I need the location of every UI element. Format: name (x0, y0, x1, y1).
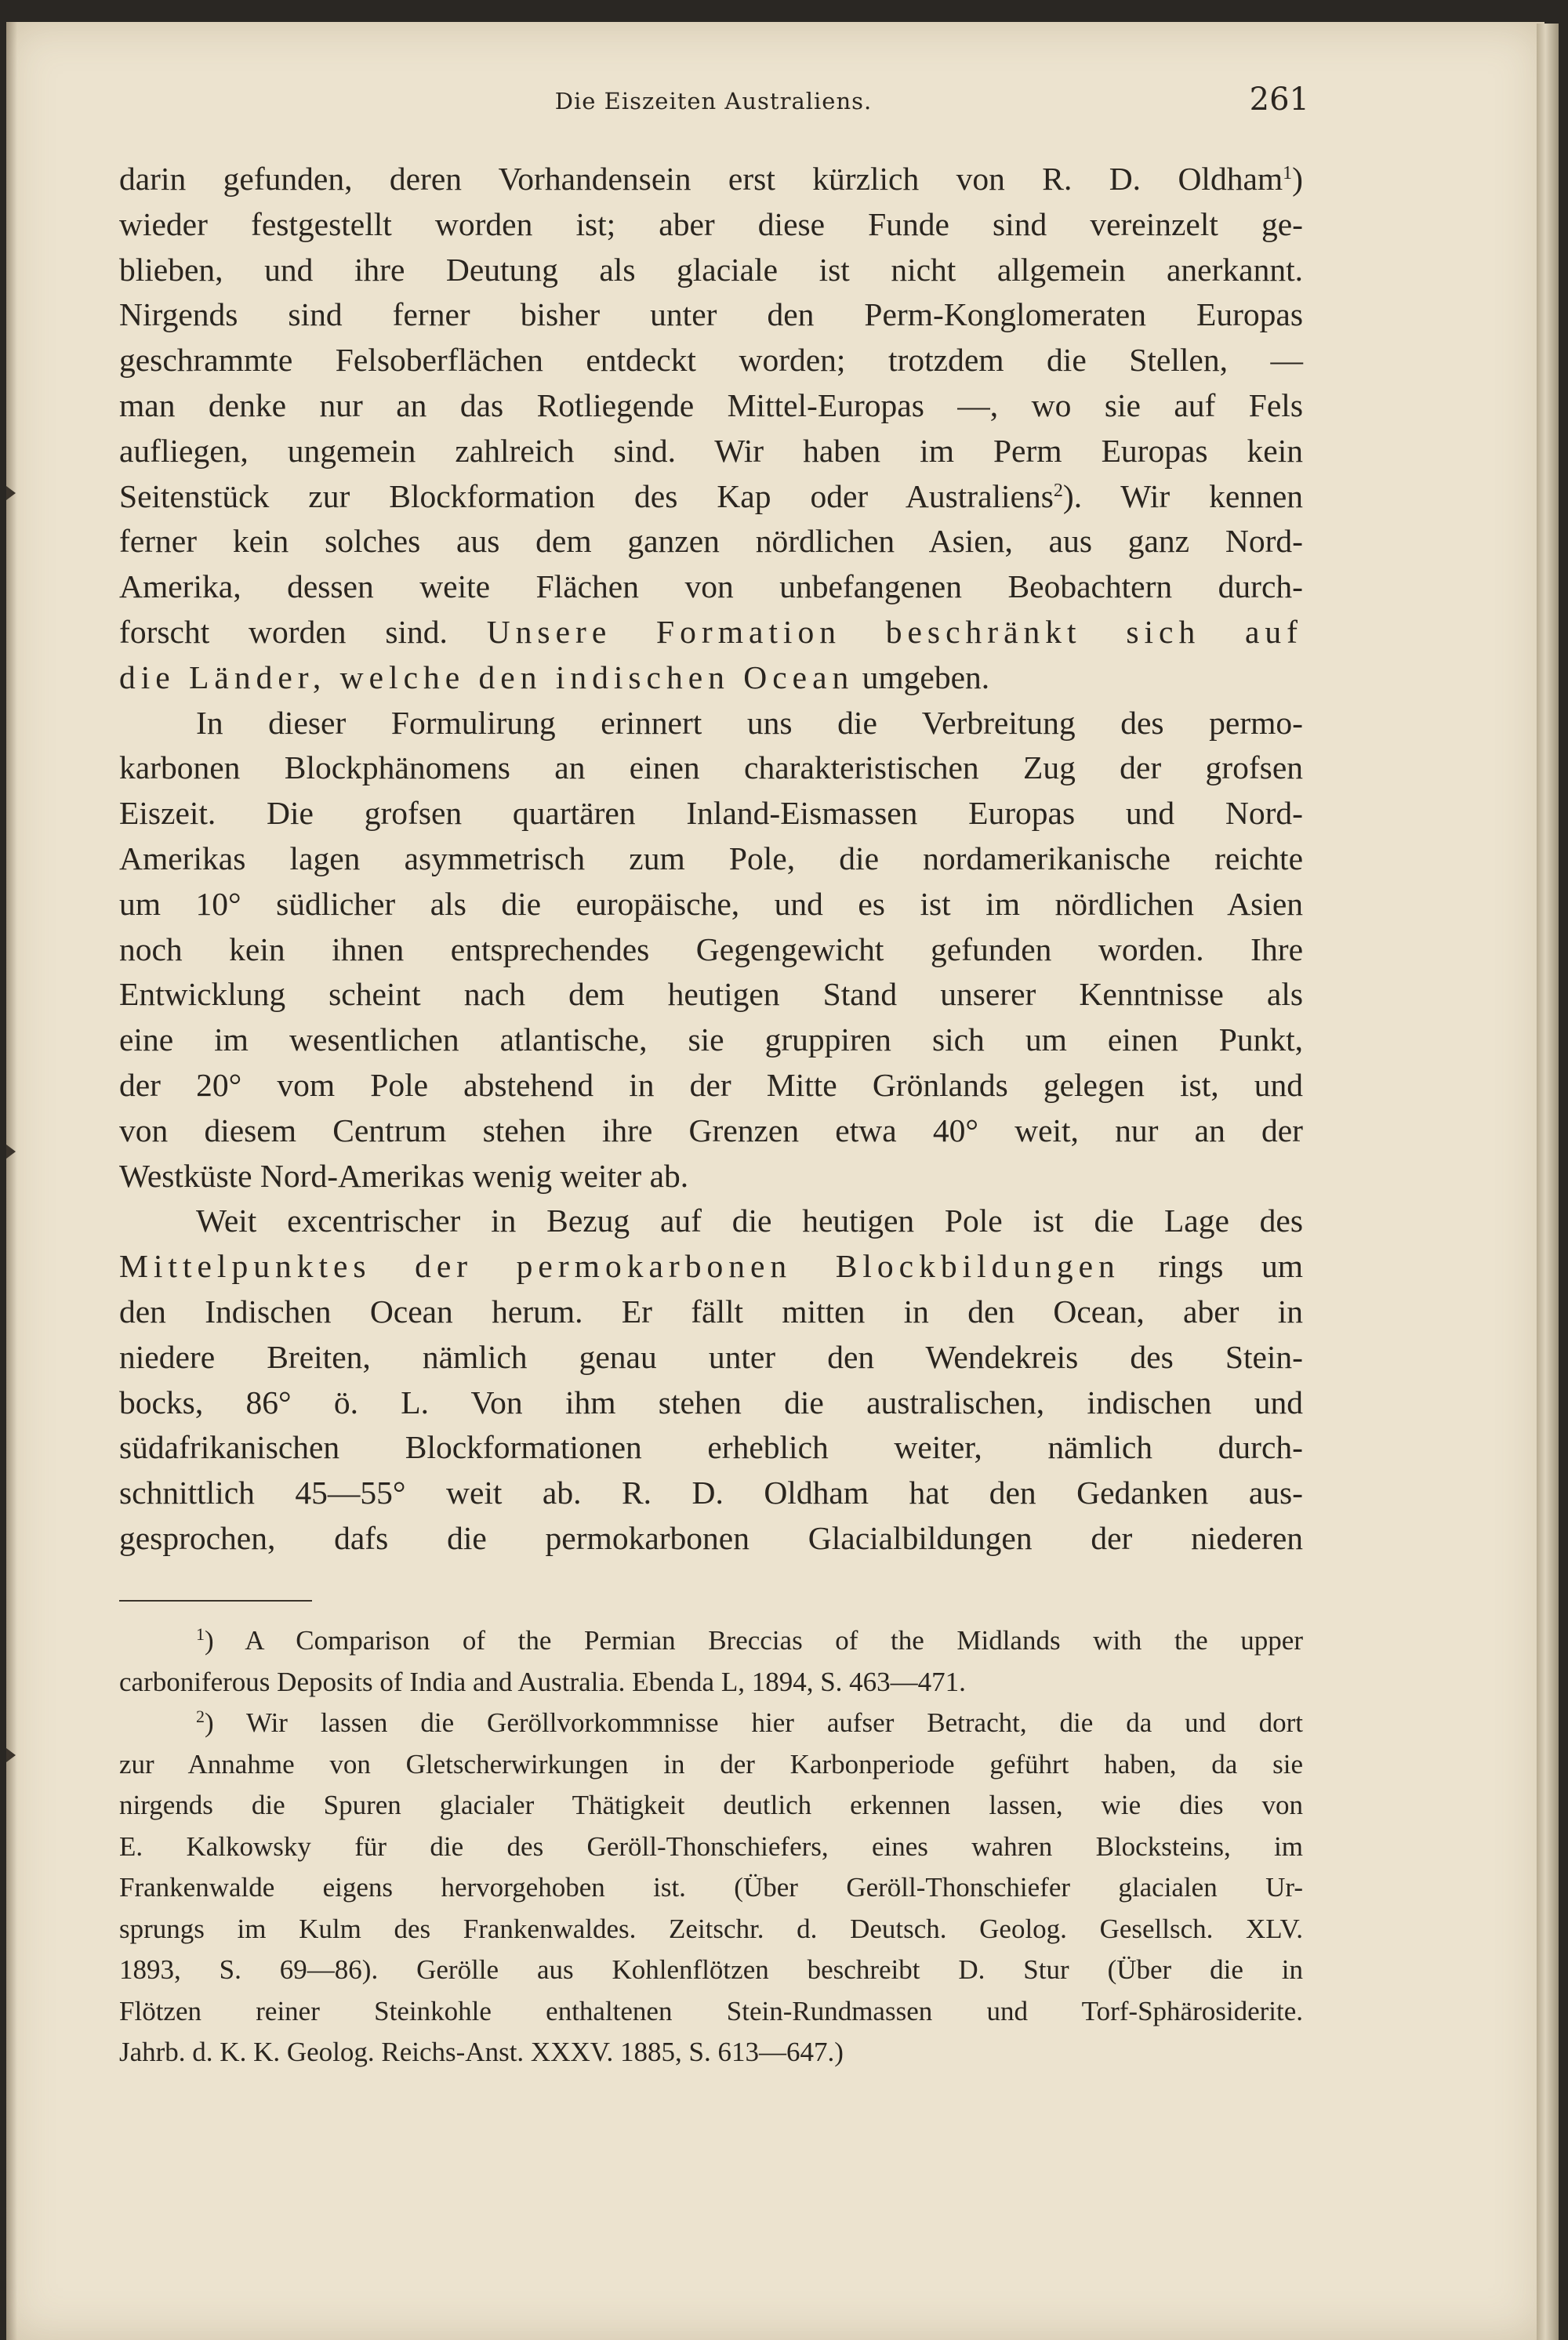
footnote-line: nirgends die Spuren glacialer Thätigkeit deutlich erkennen lassen, wie dies von (119, 1790, 1303, 1820)
text-line: Eiszeit. Die grofsen quartären Inland-Eismassen Europas und Nord- (119, 795, 1303, 832)
footnote-line: 1893, S. 69—86). Gerölle aus Kohlenflötzen beschreibt D. Stur (Über die in (119, 1954, 1303, 1985)
footnote-line: Flötzen reiner Steinkohle enthaltenen Stein-Rundmassen und Torf-Sphärosiderite. (119, 1995, 1303, 2026)
footnote-2: $^2$) Wir lassen die Geröllvorkommnisse hier aufser Betracht, die da und dort (196, 1707, 1303, 1738)
text-line: bocks, 86° ö. L. Von ihm stehen die australischen, indischen und (119, 1384, 1303, 1420)
footnote-number: 1 (196, 1624, 205, 1644)
text-line: noch kein ihnen entsprechendes Gegengewicht gefunden worden. Ihre (119, 931, 1303, 967)
text-line: man denke nur an das Rotliegende Mittel-Europas —, wo sie auf Fels (119, 386, 1303, 423)
text-line: geschrammte Felsoberflächen entdeckt worden; trotzdem die Stellen, — (119, 342, 1303, 379)
footnote-line: Jahrb. d. K. K. Geolog. Reichs-Anst. XXXV. 1885, S. 613—647.) (119, 2037, 844, 2067)
text-line: blieben, und ihre Deutung als glaciale ist nicht allgemein anerkannt. (119, 251, 1303, 288)
text-line: Nirgends sind ferner bisher unter den Perm-Konglomeraten Europas (119, 296, 1303, 333)
page-edge (1537, 24, 1559, 2340)
emphasized-text: Unsere Formation beschränkt sich auf (486, 613, 1303, 650)
text-line: Entwicklung scheint nach dem heutigen Stand unserer Kenntnisse als (119, 976, 1303, 1013)
footnote-ref: 2 (1053, 480, 1063, 501)
footnote-line: carboniferous Deposits of India and Australia. Ebenda L, 1894, S. 463—471. (119, 1666, 966, 1697)
text-line: gesprochen, dafs die permokarbonen Glacialbildungen der niederen (119, 1519, 1303, 1556)
body-text (119, 157, 1303, 1562)
page-number: 261 (1249, 82, 1309, 118)
footnote-rule (119, 1600, 312, 1602)
text-line: eine im wesentlichen atlantische, sie gruppiren sich um einen Punkt, (119, 1021, 1303, 1058)
text-line: forscht worden sind. Unsere Formation beschränkt sich auf (119, 613, 1303, 650)
text-line: darin gefunden, deren Vorhandensein erst kürzlich von R. D. Oldham$^1$) (119, 161, 1303, 197)
text-line: Amerikas lagen asymmetrisch zum Pole, die nordamerikanische reichte (119, 840, 1303, 876)
footnote-line: E. Kalkowsky für die des Geröll-Thonschiefers, eines wahren Blocksteins, im (119, 1830, 1303, 1862)
page-header (118, 82, 1309, 129)
emphasized-text: die Länder, welche den indischen Ocean (119, 658, 855, 695)
text-line: Amerika, dessen weite Flächen von unbefangenen Beobachtern durch- (119, 568, 1303, 605)
text-line: In dieser Formulirung erinnert uns die Verbreitung des permo- (196, 704, 1303, 741)
footnote-number: 2 (196, 1707, 205, 1726)
footnote-ref: 1 (1283, 163, 1293, 183)
text-line: ferner kein solches aus dem ganzen nördlichen Asien, aus ganz Nord- (119, 523, 1303, 560)
text-line: aufliegen, ungemein zahlreich sind. Wir haben im Perm Europas kein (119, 432, 1303, 469)
margin-mark (6, 1145, 16, 1159)
text-line: niedere Breiten, nämlich genau unter den Wendekreis des Stein- (119, 1338, 1303, 1375)
text-line: Westküste Nord-Amerikas wenig weiter ab. (119, 1157, 689, 1194)
text-line: karbonen Blockphänomens an einen charakteristischen Zug der grofsen (119, 749, 1303, 786)
footnote-line: Frankenwalde eigens hervorgehoben ist. (Über Geröll-Thonschiefer glacialen Ur- (119, 1872, 1303, 1903)
text-line: südafrikanischen Blockformationen erheblich weiter, nämlich durch- (119, 1429, 1303, 1466)
running-title: Die Eiszeiten Australiens. (554, 88, 873, 114)
text-line: Weit excentrischer in Bezug auf die heutigen Pole ist die Lage des (196, 1203, 1303, 1239)
emphasized-text: Mittelpunktes der permokarbonen Blockbildungen (119, 1248, 1120, 1285)
text-line: den Indischen Ocean herum. Er fällt mitten in den Ocean, aber in (119, 1293, 1303, 1330)
margin-mark (6, 1748, 16, 1762)
text-line: von diesem Centrum stehen ihre Grenzen etwa 40° weit, nur an der (119, 1112, 1303, 1148)
footnote-line: zur Annahme von Gletscherwirkungen in der Karbonperiode geführt haben, da sie (119, 1748, 1303, 1779)
text-line: schnittlich 45—55° weit ab. R. D. Oldham hat den Gedanken aus- (119, 1475, 1303, 1511)
text-line: der 20° vom Pole abstehend in der Mitte Grönlands gelegen ist, und (119, 1066, 1303, 1103)
text-line: Seitenstück zur Blockformation des Kap oder Australiens$^2$). Wir kennen (119, 477, 1303, 514)
text-line: Mittelpunktes der permokarbonen Blockbildungen rings um (119, 1248, 1303, 1285)
binding-shadow (6, 22, 17, 2340)
text-line: die Länder, welche den indischen Ocean umgeben. (119, 658, 990, 695)
footnote-1: $^1$) A Comparison of the Permian Breccias of the Midlands with the upper (196, 1624, 1303, 1656)
footnotes (119, 1620, 1303, 2073)
footnote-line: sprungs im Kulm des Frankenwaldes. Zeitschr. d. Deutsch. Geolog. Gesellsch. XLV. (119, 1913, 1303, 1944)
text-line: wieder festgestellt worden ist; aber diese Funde sind vereinzelt ge- (119, 205, 1303, 242)
margin-mark (6, 486, 16, 500)
text-line: um 10° südlicher als die europäische, und es ist im nördlichen Asien (119, 885, 1303, 922)
